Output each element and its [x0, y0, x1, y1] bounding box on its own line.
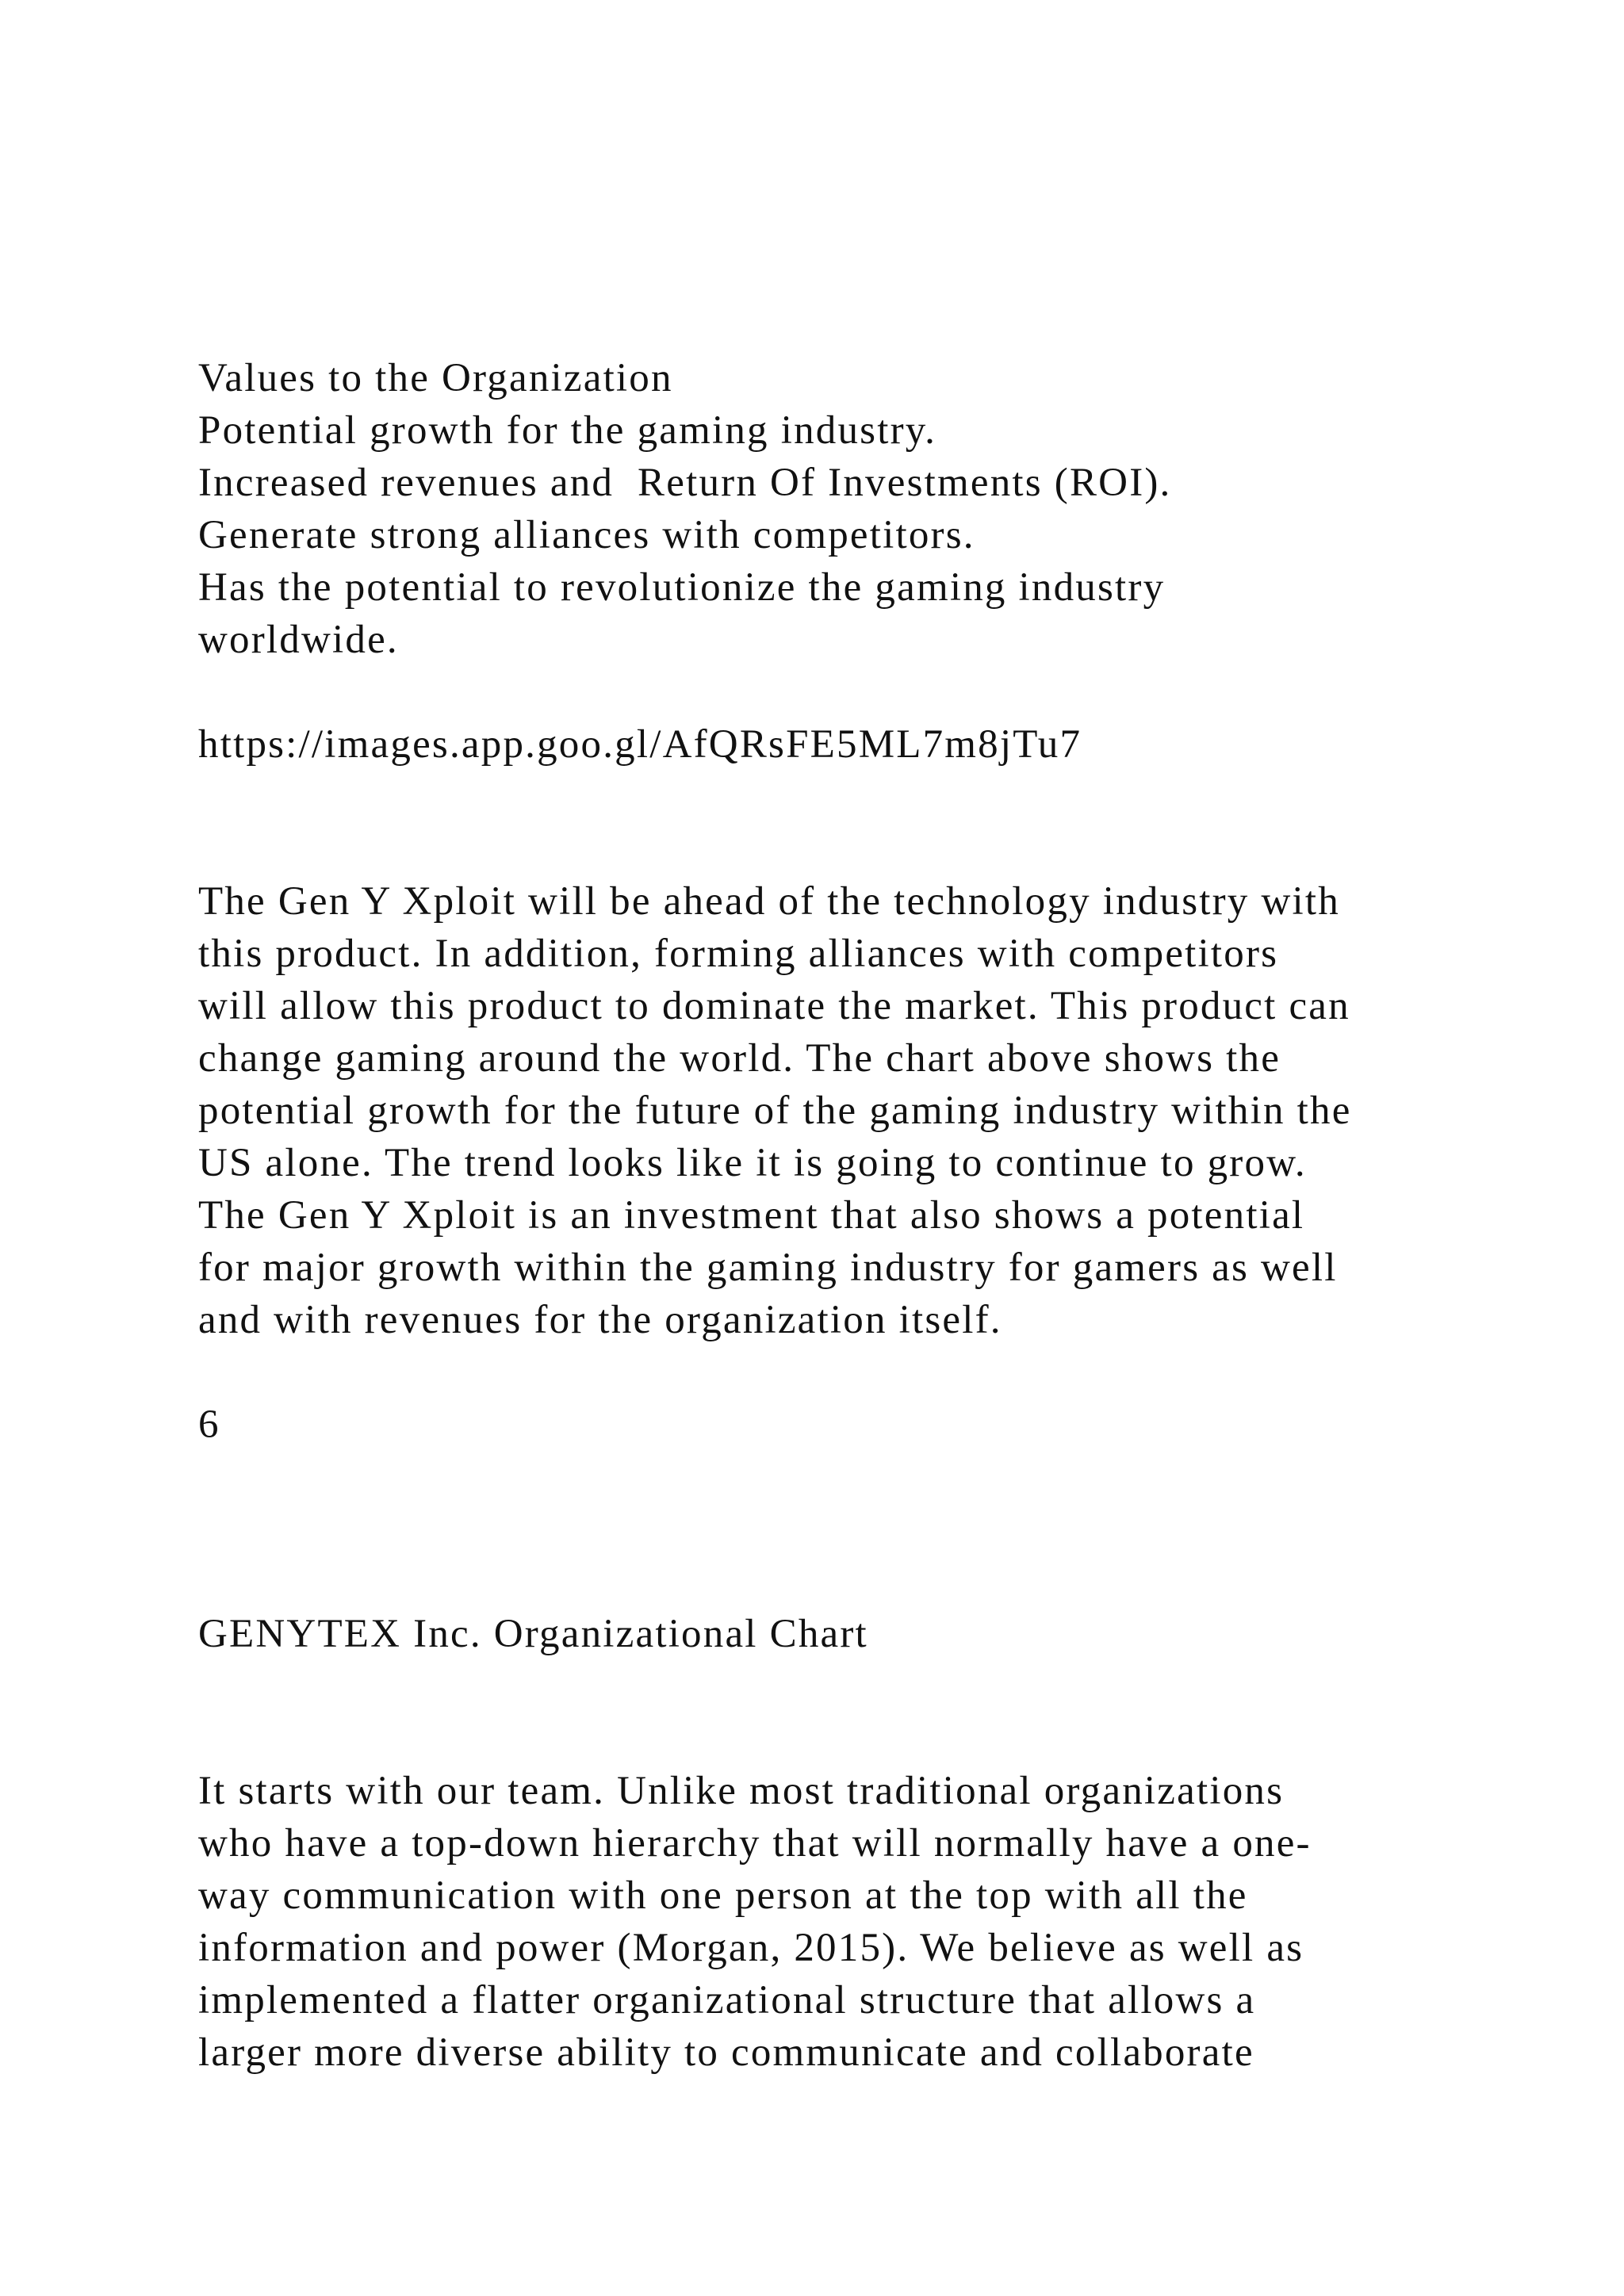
paragraph-1-line-5: potential growth for the future of the gaming industry within the [198, 1089, 1352, 1133]
paragraph-1-line-7: The Gen Y Xploit is an investment that also shows a potential [198, 1193, 1305, 1238]
bullet-revolutionize-line-1: Has the potential to revolutionize the gaming industry [198, 565, 1166, 610]
bullet-strong-alliances: Generate strong alliances with competitors. [198, 513, 975, 557]
paragraph-2-line-3: way communication with one person at the top with all the [198, 1873, 1248, 1918]
paragraph-2-line-2: who have a top-down hierarchy that will normally have a one- [198, 1821, 1312, 1866]
image-source-link[interactable]: https://images.app.goo.gl/AfQRsFE5ML7m8jTu7 [198, 722, 1082, 767]
paragraph-1-line-8: for major growth within the gaming industry for gamers as well [198, 1246, 1338, 1290]
paragraph-1-line-6: US alone. The trend looks like it is going to continue to grow. [198, 1141, 1307, 1185]
paragraph-1-line-1: The Gen Y Xploit will be ahead of the technology industry with [198, 879, 1340, 924]
section-heading-org-chart: GENYTEX Inc. Organizational Chart [198, 1612, 868, 1656]
paragraph-2-line-5: implemented a flatter organizational structure that allows a [198, 1978, 1256, 2022]
page-number: 6 [198, 1402, 220, 1447]
bullet-increased-revenues: Increased revenues and Return Of Investments (ROI). [198, 461, 1172, 505]
bullet-revolutionize-line-2: worldwide. [198, 618, 399, 662]
paragraph-2-line-4: information and power (Morgan, 2015). We believe as well as [198, 1926, 1304, 1970]
paragraph-2-line-1: It starts with our team. Unlike most traditional organizations [198, 1769, 1285, 1813]
paragraph-1-line-9: and with revenues for the organization itself. [198, 1298, 1002, 1342]
paragraph-1-line-3: will allow this product to dominate the market. This product can [198, 984, 1350, 1028]
section-heading-values: Values to the Organization [198, 356, 673, 400]
bullet-potential-growth: Potential growth for the gaming industry. [198, 408, 937, 453]
paragraph-1-line-4: change gaming around the world. The chart above shows the [198, 1036, 1281, 1081]
paragraph-1-line-2: this product. In addition, forming alliances with competitors [198, 932, 1279, 976]
paragraph-2-line-6: larger more diverse ability to communicate and collaborate [198, 2030, 1254, 2075]
